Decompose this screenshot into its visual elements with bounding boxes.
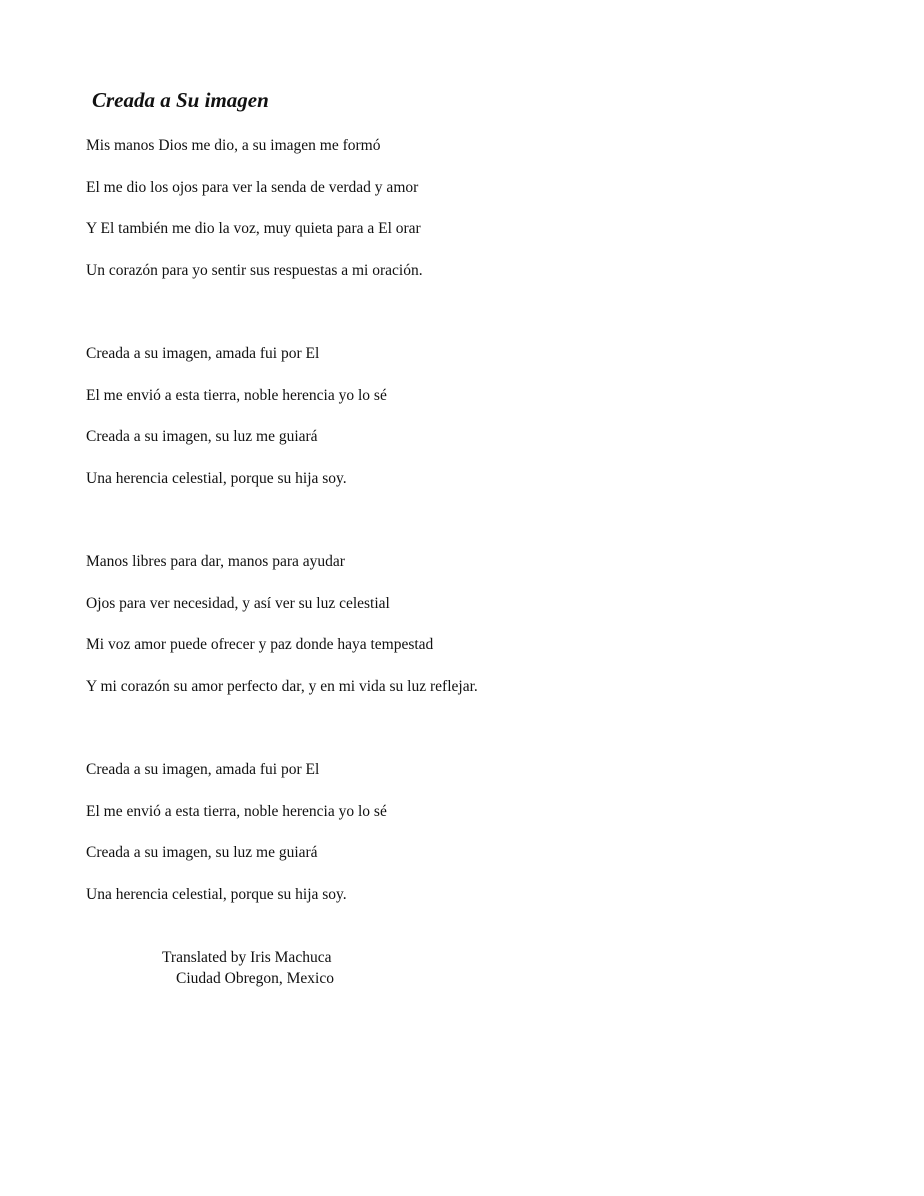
translator-name: Translated by Iris Machuca	[162, 949, 332, 966]
verse-line: El me envió a esta tierra, noble herencia yo lo sé	[86, 802, 387, 820]
verse-line: Creada a su imagen, amada fui por El	[86, 345, 320, 362]
translation-credit	[162, 948, 334, 989]
stanza	[86, 552, 478, 719]
verse-line: Mi voz amor puede ofrecer y paz donde haya tempestad	[86, 636, 434, 654]
verse-line: Y mi corazón su amor perfecto dar, y en mi vida su luz reflejar.	[86, 678, 478, 696]
translator-location: Ciudad Obregon, Mexico	[176, 969, 334, 987]
verse-line: Una herencia celestial, porque su hija soy.	[86, 470, 347, 488]
verse-line: El me envió a esta tierra, noble herencia yo lo sé	[86, 386, 387, 404]
stanza	[86, 344, 387, 511]
verse-line: El me dio los ojos para ver la senda de verdad y amor	[86, 178, 419, 196]
verse-line: Y El también me dio la voz, muy quieta para a El orar	[86, 220, 421, 238]
verse-line: Una herencia celestial, porque su hija soy.	[86, 886, 347, 904]
verse-line: Creada a su imagen, su luz me guiará	[86, 428, 318, 446]
verse-line: Mis manos Dios me dio, a su imagen me formó	[86, 137, 381, 154]
stanza	[86, 760, 387, 927]
verse-line: Creada a su imagen, su luz me guiará	[86, 844, 318, 862]
verse-line: Ojos para ver necesidad, y así ver su luz celestial	[86, 594, 390, 612]
verse-line: Un corazón para yo sentir sus respuestas a mi oración.	[86, 262, 423, 280]
verse-line: Creada a su imagen, amada fui por El	[86, 761, 320, 778]
stanza	[86, 136, 423, 303]
poem-title: Creada a Su imagen	[92, 88, 269, 112]
verse-line: Manos libres para dar, manos para ayudar	[86, 553, 345, 570]
